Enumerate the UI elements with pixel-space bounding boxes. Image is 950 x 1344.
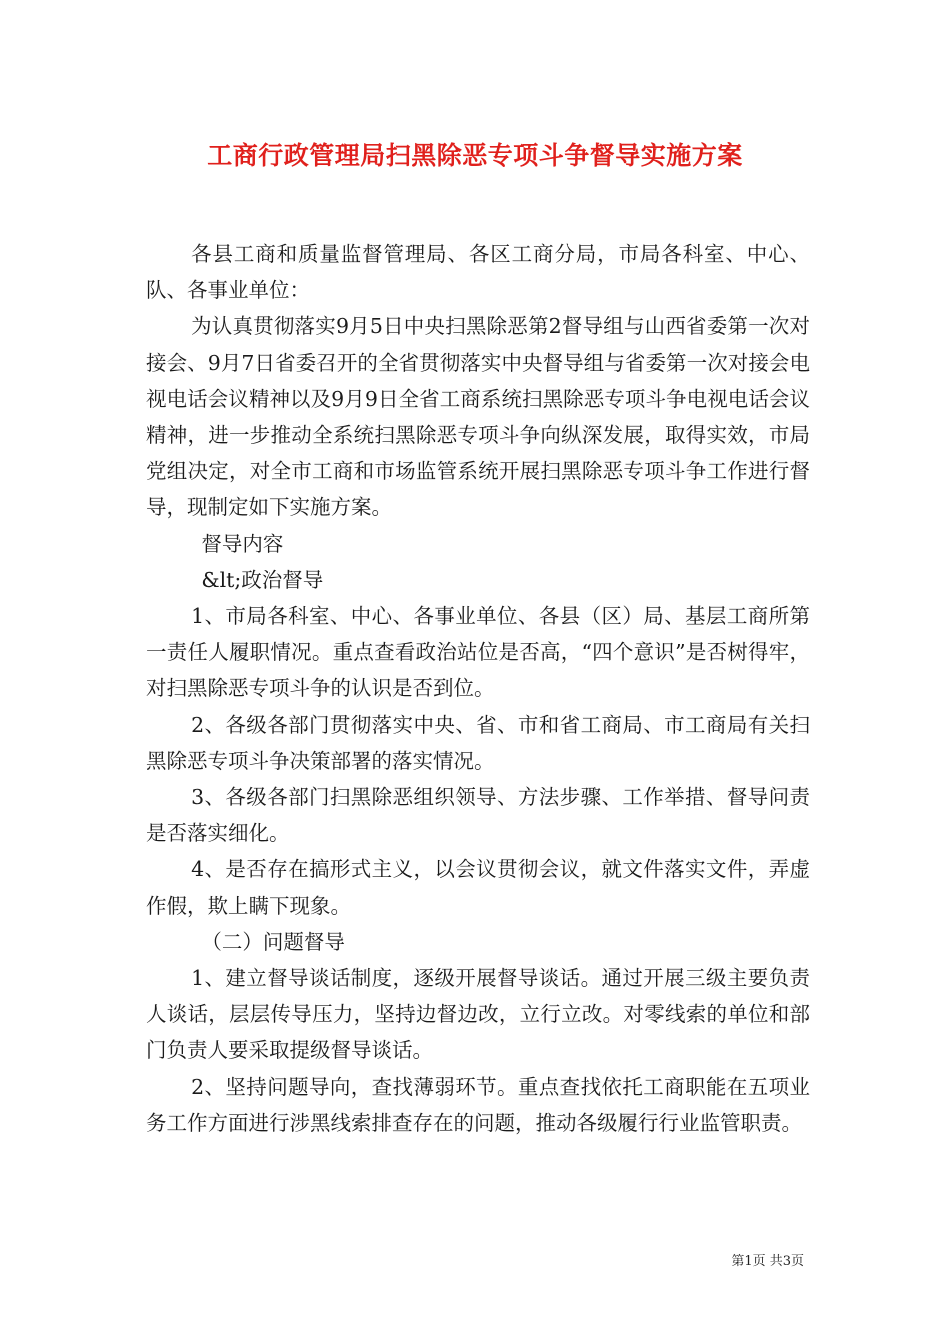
- list-item: 4、是否存在搞形式主义，以会议贯彻会议，就文件落实文件，弄虚作假，欺上瞒下现象。: [146, 857, 810, 918]
- list-item: 3、各级各部门扫黑除恶组织领导、方法步骤、工作举措、督导问责是否落实细化。: [146, 785, 810, 846]
- section-heading-political: &lt;政治督导: [201, 567, 324, 592]
- section-heading-content: 督导内容: [201, 531, 284, 556]
- list-item: 1、市局各科室、中心、各事业单位、各县（区）局、基层工商所第一责任人履职情况。重点查看政治站位是否高，“四个意识”是否树得牢，对扫黑除恶专项斗争的认识是否到位。: [146, 604, 810, 701]
- section-heading-problems: （二）问题督导: [201, 929, 345, 954]
- paragraph-addressees: 各县工商和质量监督管理局、各区工商分局，市局各科室、中心、队、各事业单位：: [146, 242, 810, 303]
- paragraph-purpose: 为认真贯彻落实9月5日中央扫黑除恶第2督导组与山西省委第一次对接会、9月7日省委召开的全省贯彻落实中央督导组与省委第一次对接会电视电话会议精神以及9月9日全省工商系统扫黑除恶专项斗争电视电话会议精神，进一步推动全系统扫黑除恶专项斗争向纵深发展，取得实效，市局党组决定，对全市工商和市场监管系统开展扫黑除恶专项斗争工作进行督导，现制定如下实施方案。: [146, 314, 810, 520]
- list-item: 1、建立督导谈话制度，逐级开展督导谈话。通过开展三级主要负责人谈话，层层传导压力，坚持边督边改，立行立改。对零线索的单位和部门负责人要采取提级督导谈话。: [146, 966, 810, 1063]
- list-item: 2、坚持问题导向，查找薄弱环节。重点查找依托工商职能在五项业务工作方面进行涉黑线索排查存在的问题，推动各级履行行业监管职责。: [146, 1074, 810, 1135]
- document-body: [146, 236, 810, 1141]
- document-title: 工商行政管理局扫黑除恶专项斗争督导实施方案: [207, 141, 743, 170]
- page-number: 第1页 共3页: [731, 1254, 804, 1269]
- list-item: 2、各级各部门贯彻落实中央、省、市和省工商局、市工商局有关扫黑除恶专项斗争决策部署的落实情况。: [146, 712, 810, 773]
